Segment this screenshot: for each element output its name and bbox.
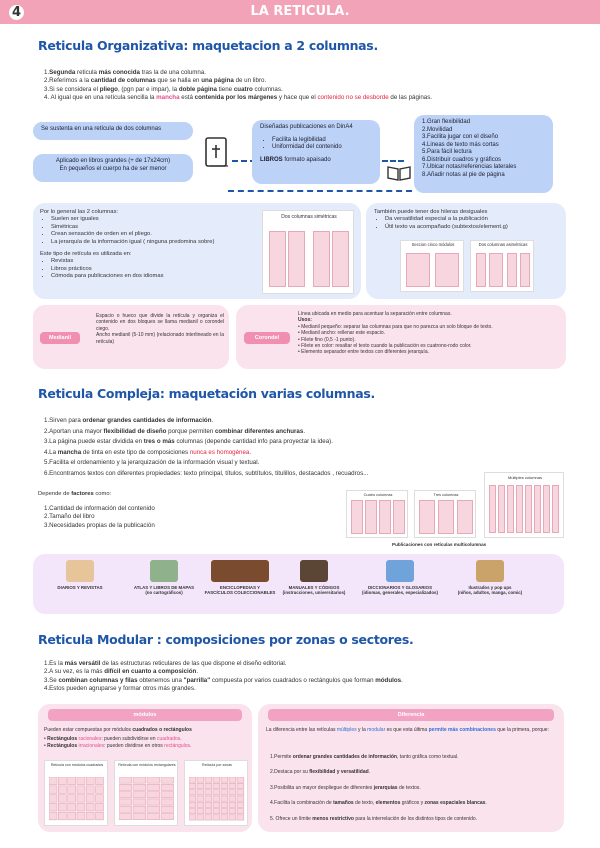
features-intro2: Este tipo de retícula es utilizada en: (40, 251, 132, 258)
grid-module (197, 815, 204, 820)
grid-module (133, 814, 146, 820)
grid-module (213, 815, 220, 820)
module-grid (49, 777, 105, 821)
grid-module (86, 777, 94, 785)
grid-module (229, 815, 236, 820)
pill-large-books: Aplicado en libros grandes (+ de 17x24cm) En pequeños el cuerpo ha de ser menor (33, 154, 193, 182)
grid-column (507, 485, 514, 533)
list-item: 6.Encontramos textos con diferentes propiedades: texto principal, títulos, subtítulos, titulillos, destacados , recuadros... (44, 469, 369, 477)
grid-module (133, 792, 146, 798)
list-item: 2.Movilidad (422, 126, 453, 133)
grid-module (189, 809, 196, 814)
grid-module (197, 777, 204, 782)
grid-module (189, 796, 196, 801)
diferencia-list (270, 753, 558, 824)
grid-module (237, 790, 244, 795)
grid-column (365, 500, 377, 534)
five-module-thumbnail (400, 240, 464, 292)
grid-column (525, 485, 532, 533)
grid-column (438, 500, 454, 534)
grid-module (77, 803, 85, 811)
list-item: 4.La mancha de tinta en este tipo de composiciones nunca es homogénea. (44, 448, 252, 456)
list-item: 7.Ubicar notas/referencias laterales (422, 164, 517, 170)
section2-title: Reticula Compleja: maquetación varias columnas. (38, 386, 375, 401)
grid-column (498, 485, 505, 533)
list-item: 4.Lineas de texto más cortas (422, 141, 499, 148)
grid-module (229, 790, 236, 795)
thumbnail-caption: Dos columnas simétricas (281, 214, 337, 220)
grid-module (96, 803, 104, 811)
grid-module (68, 795, 76, 803)
list-item: • Medianil ancho: rellenar este espacio. (298, 330, 386, 337)
grid-module (161, 799, 174, 805)
medianil-text: Espacio o hueco que divide la retícula y organiza el contenido en dos bloques se llama medianil o corondel ciego. Ancho medianil (5-10 mm) (relacionado interlineado en la retícula) (96, 313, 224, 345)
list-item: 4. Al igual que en una retícula sencilla la mancha está contenida por los márgenes y hace que el contenido no se desborde de las páginas. (44, 94, 433, 102)
list-item: 1.Sirven para ordenar grandes cantidades de información. (44, 417, 214, 424)
grid-module (221, 777, 228, 782)
grid-module (237, 777, 244, 782)
grid-module (221, 796, 228, 801)
grid-module (58, 777, 66, 785)
list-item: 5.Facilita el ordenamiento y la jerarquización de la información visual y textual. (44, 459, 260, 466)
thumbnail-caption: Cuatro columnas (363, 493, 393, 497)
depends-list (44, 505, 155, 530)
grid-module (205, 790, 212, 795)
grid-module (205, 809, 212, 814)
grid-module (161, 806, 174, 812)
features-intro: Por lo general las 2 columnas: (40, 209, 118, 215)
list-item: 1.Gran flexibilidad (422, 119, 471, 125)
grid-module (237, 802, 244, 807)
list-item: • Libros prácticos (51, 266, 255, 273)
publication-type-label: MANUALES Y CÓDIGOS (instrucciones, universitarios) (282, 585, 346, 596)
atlas-icon (150, 560, 178, 582)
list-item: 3.Si se considera el pliego, (pgn par e impar), la doble página tiene cuatro columnas. (44, 85, 283, 93)
grid-column (351, 500, 363, 534)
diferencia-intro: La diferencia entre las retículas múltiples y la modular es que esta última permite más combinaciones que la primera, porque: (266, 727, 549, 733)
list-item: 3.Se combinan columnas y filas obtenemos una "parrilla" compuesta por varios cuadrados o rectángulos que forman módulos. (44, 676, 403, 684)
grid-module (96, 777, 104, 785)
pill-dina4-title: Diseñadas publicaciones en DinA4 (260, 124, 353, 130)
publication-type-tile (276, 560, 352, 595)
grid-module (77, 786, 85, 794)
connector-line (228, 190, 412, 192)
list-item: • Uniformidad del contenido (272, 144, 372, 152)
zone-grid-thumbnail (184, 760, 248, 826)
grid-module (86, 795, 94, 803)
pill-advantages (414, 115, 553, 193)
grid-module (189, 815, 196, 820)
grid-module (119, 777, 132, 783)
publication-type-tile (198, 560, 282, 595)
grid-module (161, 777, 174, 783)
grid-module (49, 812, 57, 820)
publication-type-label: ATLAS Y LIBROS DE MAPAS (no cartográficos) (133, 585, 195, 596)
grid-column (288, 231, 305, 287)
grid-module (197, 809, 204, 814)
list-item: • Cómoda para publicaciones en dos idiomas (51, 273, 255, 280)
corondel-tag: Corondel (244, 332, 290, 344)
list-item: 1.Permite ordenar grandes cantidades de información, tanto gráfica como textual. (270, 754, 459, 760)
section3-list (44, 660, 403, 694)
grid-module (205, 815, 212, 820)
rectangular-module-thumbnail (114, 760, 178, 826)
thumbnail-caption: Tres columnas (433, 493, 459, 497)
list-item: 3.Necesidades propias de la publicación (44, 521, 155, 529)
grid-module (161, 792, 174, 798)
list-item: 5.Para fácil lectura (422, 149, 472, 155)
grid-module (68, 803, 76, 811)
list-item: • Da versatilidad especial a la publicación (385, 216, 562, 223)
grid-module (133, 806, 146, 812)
grid-column (507, 253, 517, 287)
publication-type-tile (126, 560, 202, 595)
square-module-thumbnail (44, 760, 108, 826)
pill-two-column-base: Se sustenta en una retícula de dos columnas (33, 122, 193, 140)
list-item: • Filete en color: resaltar el texto cuando la publicación es cuatrono-rodo color. (298, 343, 472, 350)
uneven-rows-intro: También puede tener dos hileras desiguales (374, 209, 488, 215)
grid-module (161, 784, 174, 790)
grid-module (86, 786, 94, 794)
depends-intro: Depende de factores como: (38, 491, 112, 497)
list-item: 1.Es la más versátil de las estructuras reticulares de las que dispone el diseño editorial. (44, 660, 287, 667)
grid-column (534, 485, 541, 533)
list-item: 2.Tamaño del libro (44, 513, 95, 521)
list-item: 2.Aportan una mayor flexibilidad de diseño porque permiten combinar diferentes anchuras. (44, 427, 306, 435)
publications-caption: Publicaciones con retículas multicolumnas (392, 542, 487, 547)
list-item: • Simétricas (51, 224, 255, 231)
grid-module (68, 786, 76, 794)
grid-module (133, 784, 146, 790)
thumbnail-caption: Múltiples columnas (507, 475, 542, 480)
grid-module (49, 777, 57, 785)
grid-column (489, 485, 496, 533)
list-item: • Facilita la legibilidad (272, 137, 372, 145)
grid-module (119, 792, 132, 798)
list-item: • Revistas (51, 258, 255, 265)
list-item: • Rectángulos irracionales: pueden dividirse en otros rectángulos. (44, 742, 192, 749)
grid-module (189, 802, 196, 807)
grid-module (133, 777, 146, 783)
grid-module (213, 802, 220, 807)
four-column-thumbnail (346, 490, 408, 538)
asymmetric-grid-thumbnail (470, 240, 534, 292)
module-grid (189, 777, 245, 821)
corondel-text (298, 311, 560, 356)
grid-module (147, 784, 160, 790)
grid-module (213, 777, 220, 782)
list-item: 3.Posibilita un mayor despliegue de diferentes jerarquías de textos. (270, 784, 421, 791)
corondel-intro: Línea ubicada en medio para acentuar la separación entre columnas. (298, 311, 452, 317)
two-column-features-text (40, 209, 255, 281)
publication-type-label: DIARIOS Y REVISTAS (57, 585, 103, 590)
grid-column (457, 500, 473, 534)
grid-module (237, 809, 244, 814)
list-item: • Rectángulos racionales: pueden subdividirse en cuadrados. (44, 736, 182, 743)
thumbnail-caption: Retícula por zonas (202, 763, 232, 767)
grid-module (197, 796, 204, 801)
grid-column (419, 500, 435, 534)
list-item: • Filete fino (0,5 -1 punto). (298, 336, 356, 343)
grid-column (435, 253, 459, 287)
publication-type-tile (452, 560, 528, 595)
grid-column (393, 500, 405, 534)
list-item: 3.La página puede estar dividida en tres o más columnas (depende cantidad info para proyectar la idea). (44, 438, 333, 445)
grid-module (229, 796, 236, 801)
grid-module (205, 796, 212, 801)
grid-module (77, 812, 85, 820)
grid-column (516, 485, 523, 533)
list-item: 1.Cantidad de información del contenido (44, 505, 155, 512)
connector-line (382, 160, 404, 162)
grid-module (68, 812, 76, 820)
bible-icon (204, 136, 230, 170)
grid-module (77, 795, 85, 803)
publication-type-tile (362, 560, 438, 595)
list-item: 4.Estos pueden agruparse y formar otros más grandes. (44, 685, 196, 693)
list-item: 8.Añadir notas al pie de página (422, 171, 505, 178)
grid-module (205, 802, 212, 807)
encyclopedia-icon (211, 560, 269, 582)
grid-column (552, 485, 559, 533)
grid-module (197, 783, 204, 788)
grid-module (229, 802, 236, 807)
grid-module (197, 790, 204, 795)
grid-module (96, 795, 104, 803)
grid-column (313, 231, 330, 287)
grid-module (161, 814, 174, 820)
grid-module (58, 795, 66, 803)
grid-module (221, 809, 228, 814)
page-number-badge: 4 (7, 3, 26, 22)
grid-column (520, 253, 530, 287)
publication-type-label: ENCICLOPEDIAS Y FASCÍCULOS COLECCIONABLES (204, 585, 276, 596)
grid-column (543, 485, 550, 533)
grid-column (489, 253, 503, 287)
multi-column-thumbnail (484, 472, 564, 538)
uneven-rows-text (374, 209, 562, 231)
list-item: 1.Segunda reticula más conocida tras la de una columna. (44, 69, 207, 76)
list-item: 2.Destaca por su flexibilidad y versatilidad. (270, 769, 371, 776)
grid-module (49, 803, 57, 811)
grid-module (229, 777, 236, 782)
list-item: • La jerarquía de la información igual ( ninguna predomina sobre) (51, 239, 255, 246)
grid-module (96, 786, 104, 794)
list-item: • Suelen ser iguales (51, 216, 255, 223)
grid-module (86, 803, 94, 811)
grid-module (58, 786, 66, 794)
list-item: 2.A su vez, es la más difícil en cuanto a composición. (44, 668, 199, 676)
grid-module (147, 814, 160, 820)
grid-module (147, 777, 160, 783)
grid-module (77, 777, 85, 785)
symmetric-grid-thumbnail (262, 210, 354, 294)
publication-type-tile (42, 560, 118, 590)
grid-module (205, 783, 212, 788)
list-item: 5. Ofrece un límite menos restrictivo para la interrelación de los distintos tipos de contenido. (270, 815, 478, 822)
illustrated-book-icon (476, 560, 504, 582)
list-item: 6.Distribuir cuadros y gráficos (422, 156, 502, 163)
grid-module (119, 784, 132, 790)
grid-column (379, 500, 391, 534)
grid-column (269, 231, 286, 287)
grid-module (221, 783, 228, 788)
publication-type-label: DICCIONARIOS Y GLOSARIOS (idiomas, generales, especializados) (362, 585, 438, 596)
modulos-tag: módulos (48, 709, 242, 721)
pill-dina4 (252, 120, 380, 184)
grid-module (213, 809, 220, 814)
modulos-intro: Pueden estar compuestas por módulos cuadrados o rectángulos (44, 727, 192, 733)
list-item: 2.Referimos a la cantidad de columnas que se halla en una página de un libro. (44, 77, 267, 85)
list-item: • Útil texto va acompañado (subtextos/element.g) (385, 224, 562, 231)
grid-module (197, 802, 204, 807)
list-item: • Elemento separador entre textos con diferentes jerarquía. (298, 349, 429, 356)
thumbnail-caption: Retícula con módulos cuadrados (50, 763, 104, 767)
grid-module (229, 809, 236, 814)
section1-list (44, 69, 432, 103)
grid-module (229, 783, 236, 788)
grid-module (213, 783, 220, 788)
three-column-thumbnail (414, 490, 476, 538)
list-item: • Crean sensación de orden en el pliego. (51, 231, 255, 238)
grid-module (147, 806, 160, 812)
section3-title: Reticula Modular : composiciones por zonas o sectores. (38, 632, 414, 647)
grid-module (189, 783, 196, 788)
grid-module (96, 812, 104, 820)
grid-module (119, 814, 132, 820)
grid-column (332, 231, 349, 287)
grid-module (68, 777, 76, 785)
grid-module (213, 790, 220, 795)
grid-module (119, 799, 132, 805)
list-item: • Medianil pequeño: separar las columnas para que no parezca un solo bloque de texto. (298, 323, 493, 330)
grid-module (58, 812, 66, 820)
grid-module (189, 790, 196, 795)
grid-module (86, 812, 94, 820)
grid-module (237, 815, 244, 820)
grid-module (147, 792, 160, 798)
publication-type-label: Ilustrados y pop ups (niños, adultos, manga, comic) (457, 585, 523, 596)
grid-module (49, 795, 57, 803)
open-book-icon (386, 164, 412, 182)
grid-column (406, 253, 430, 287)
pill-dina4-footer: LIBROS formato apaisado (260, 156, 331, 163)
manual-icon (300, 560, 328, 582)
section2-list (44, 416, 368, 479)
grid-module (133, 799, 146, 805)
grid-module (221, 815, 228, 820)
grid-module (189, 777, 196, 782)
grid-module (205, 777, 212, 782)
list-item: 4.Facilita la combinación de tamaños de texto, elementos gráficos y zonas espaciales blancas. (270, 800, 487, 807)
thumbnail-caption: Retícula con módulos rectangulares (118, 763, 176, 767)
grid-module (119, 806, 132, 812)
grid-module (221, 790, 228, 795)
section1-title: Reticula Organizativa: maquetacion a 2 columnas. (38, 38, 378, 53)
dictionary-icon (386, 560, 414, 582)
page-title: LA RETICULA. (250, 4, 350, 19)
medianil-tag: Medianil (40, 332, 80, 344)
corondel-uses-title: Usos: (298, 317, 312, 324)
grid-column (476, 253, 486, 287)
thumbnail-caption: Dos columnas asimétricas (478, 242, 528, 247)
grid-module (49, 786, 57, 794)
module-grid (119, 777, 175, 821)
grid-module (147, 799, 160, 805)
thumbnail-caption: Seccion cinco módulos (411, 242, 455, 247)
grid-module (237, 783, 244, 788)
modulos-text (44, 727, 248, 749)
list-item: 3.Facilita jugar con el diseño (422, 134, 499, 140)
grid-module (221, 802, 228, 807)
newspaper-icon (66, 560, 94, 582)
diferencia-tag: Diferencia (268, 709, 554, 721)
grid-module (237, 796, 244, 801)
grid-module (213, 796, 220, 801)
grid-module (58, 803, 66, 811)
